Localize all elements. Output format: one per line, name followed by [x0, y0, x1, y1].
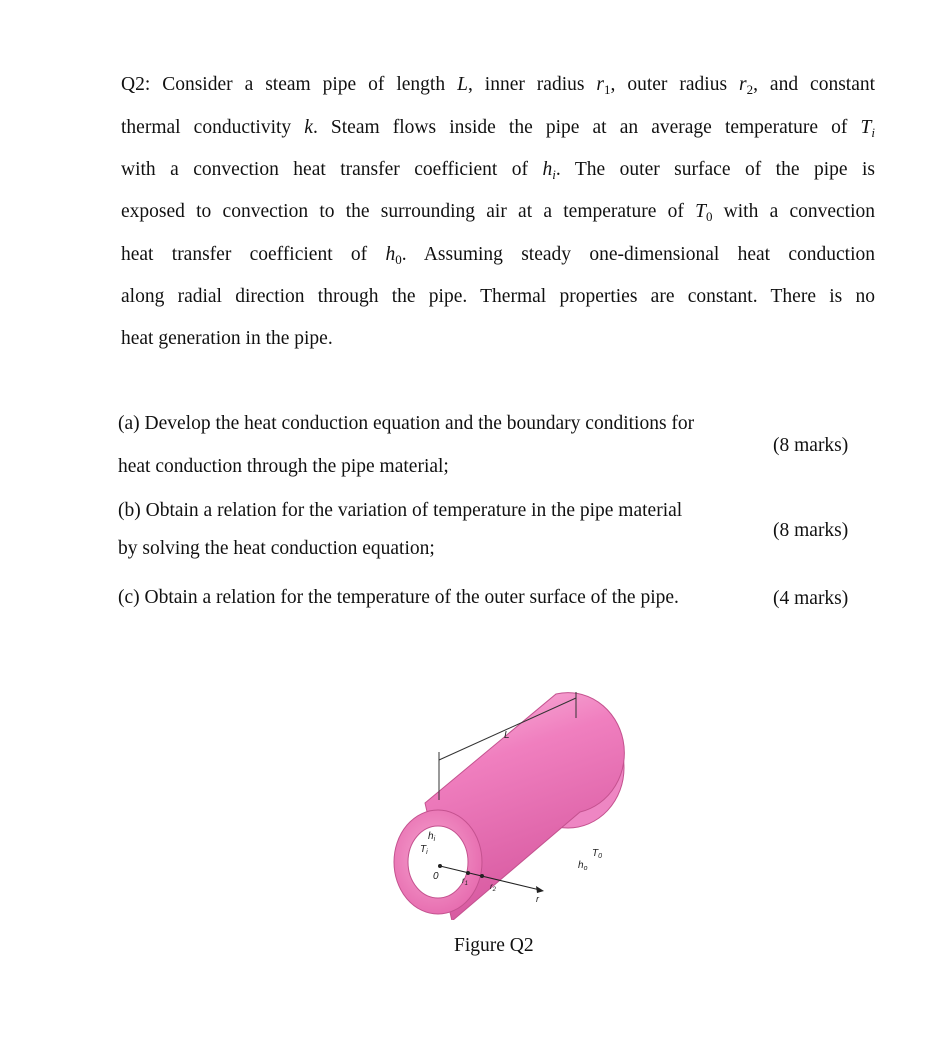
part-a-line-2: heat conduction through the pipe material;	[118, 456, 449, 477]
label-r1: $r_1$	[462, 876, 469, 887]
question-line-1: Q2: Consider a steam pipe of length L, inner radius $r_1$, outer radius $r_2$, and constant	[121, 74, 876, 97]
question-line-3: with a convection heat transfer coefficient of $h_i$. The outer surface of the pipe is	[121, 159, 876, 182]
part-c-line-1: (c) Obtain a relation for the temperature of the outer surface of the pipe.	[118, 587, 679, 608]
part-b-marks: (8 marks)	[773, 520, 849, 541]
figure-caption: Figure Q2	[454, 935, 534, 956]
question-line-5: heat transfer coefficient of $h_0$. Assuming steady one-dimensional heat conduction	[121, 244, 875, 267]
question-line-7: heat generation in the pipe.	[121, 328, 333, 349]
part-b-line-2: by solving the heat conduction equation;	[118, 538, 435, 559]
label-hi: $h_i$	[428, 831, 436, 843]
part-b-line-1: (b) Obtain a relation for the variation of temperature in the pipe material	[118, 500, 683, 521]
part-a-marks: (8 marks)	[773, 435, 849, 456]
label-zero: 0	[433, 871, 439, 882]
question-line-4: exposed to convection to the surrounding air at a temperature of $T_0$ with a convection	[121, 201, 876, 224]
r1-dot	[466, 871, 470, 875]
center-dot	[438, 864, 442, 868]
label-To: $T_0$	[592, 848, 603, 860]
part-a-line-1: (a) Develop the heat conduction equation and the boundary conditions for	[118, 413, 695, 434]
label-ho: $h_o$	[578, 860, 588, 872]
label-L: L	[504, 730, 510, 741]
label-r: r	[536, 894, 539, 904]
radial-arrow	[536, 886, 544, 893]
label-Ti: $T_i$	[420, 844, 428, 856]
question-line-6: along radial direction through the pipe. Thermal properties are constant. There is no	[121, 286, 875, 307]
pipe-bore	[408, 826, 468, 898]
part-c-marks: (4 marks)	[773, 588, 849, 609]
pipe-figure	[380, 690, 640, 920]
label-r2: $r_2$	[490, 882, 497, 893]
question-line-2: thermal conductivity k. Steam flows inside the pipe at an average temperature of $T_i$	[121, 117, 876, 140]
r2-dot	[480, 874, 484, 878]
